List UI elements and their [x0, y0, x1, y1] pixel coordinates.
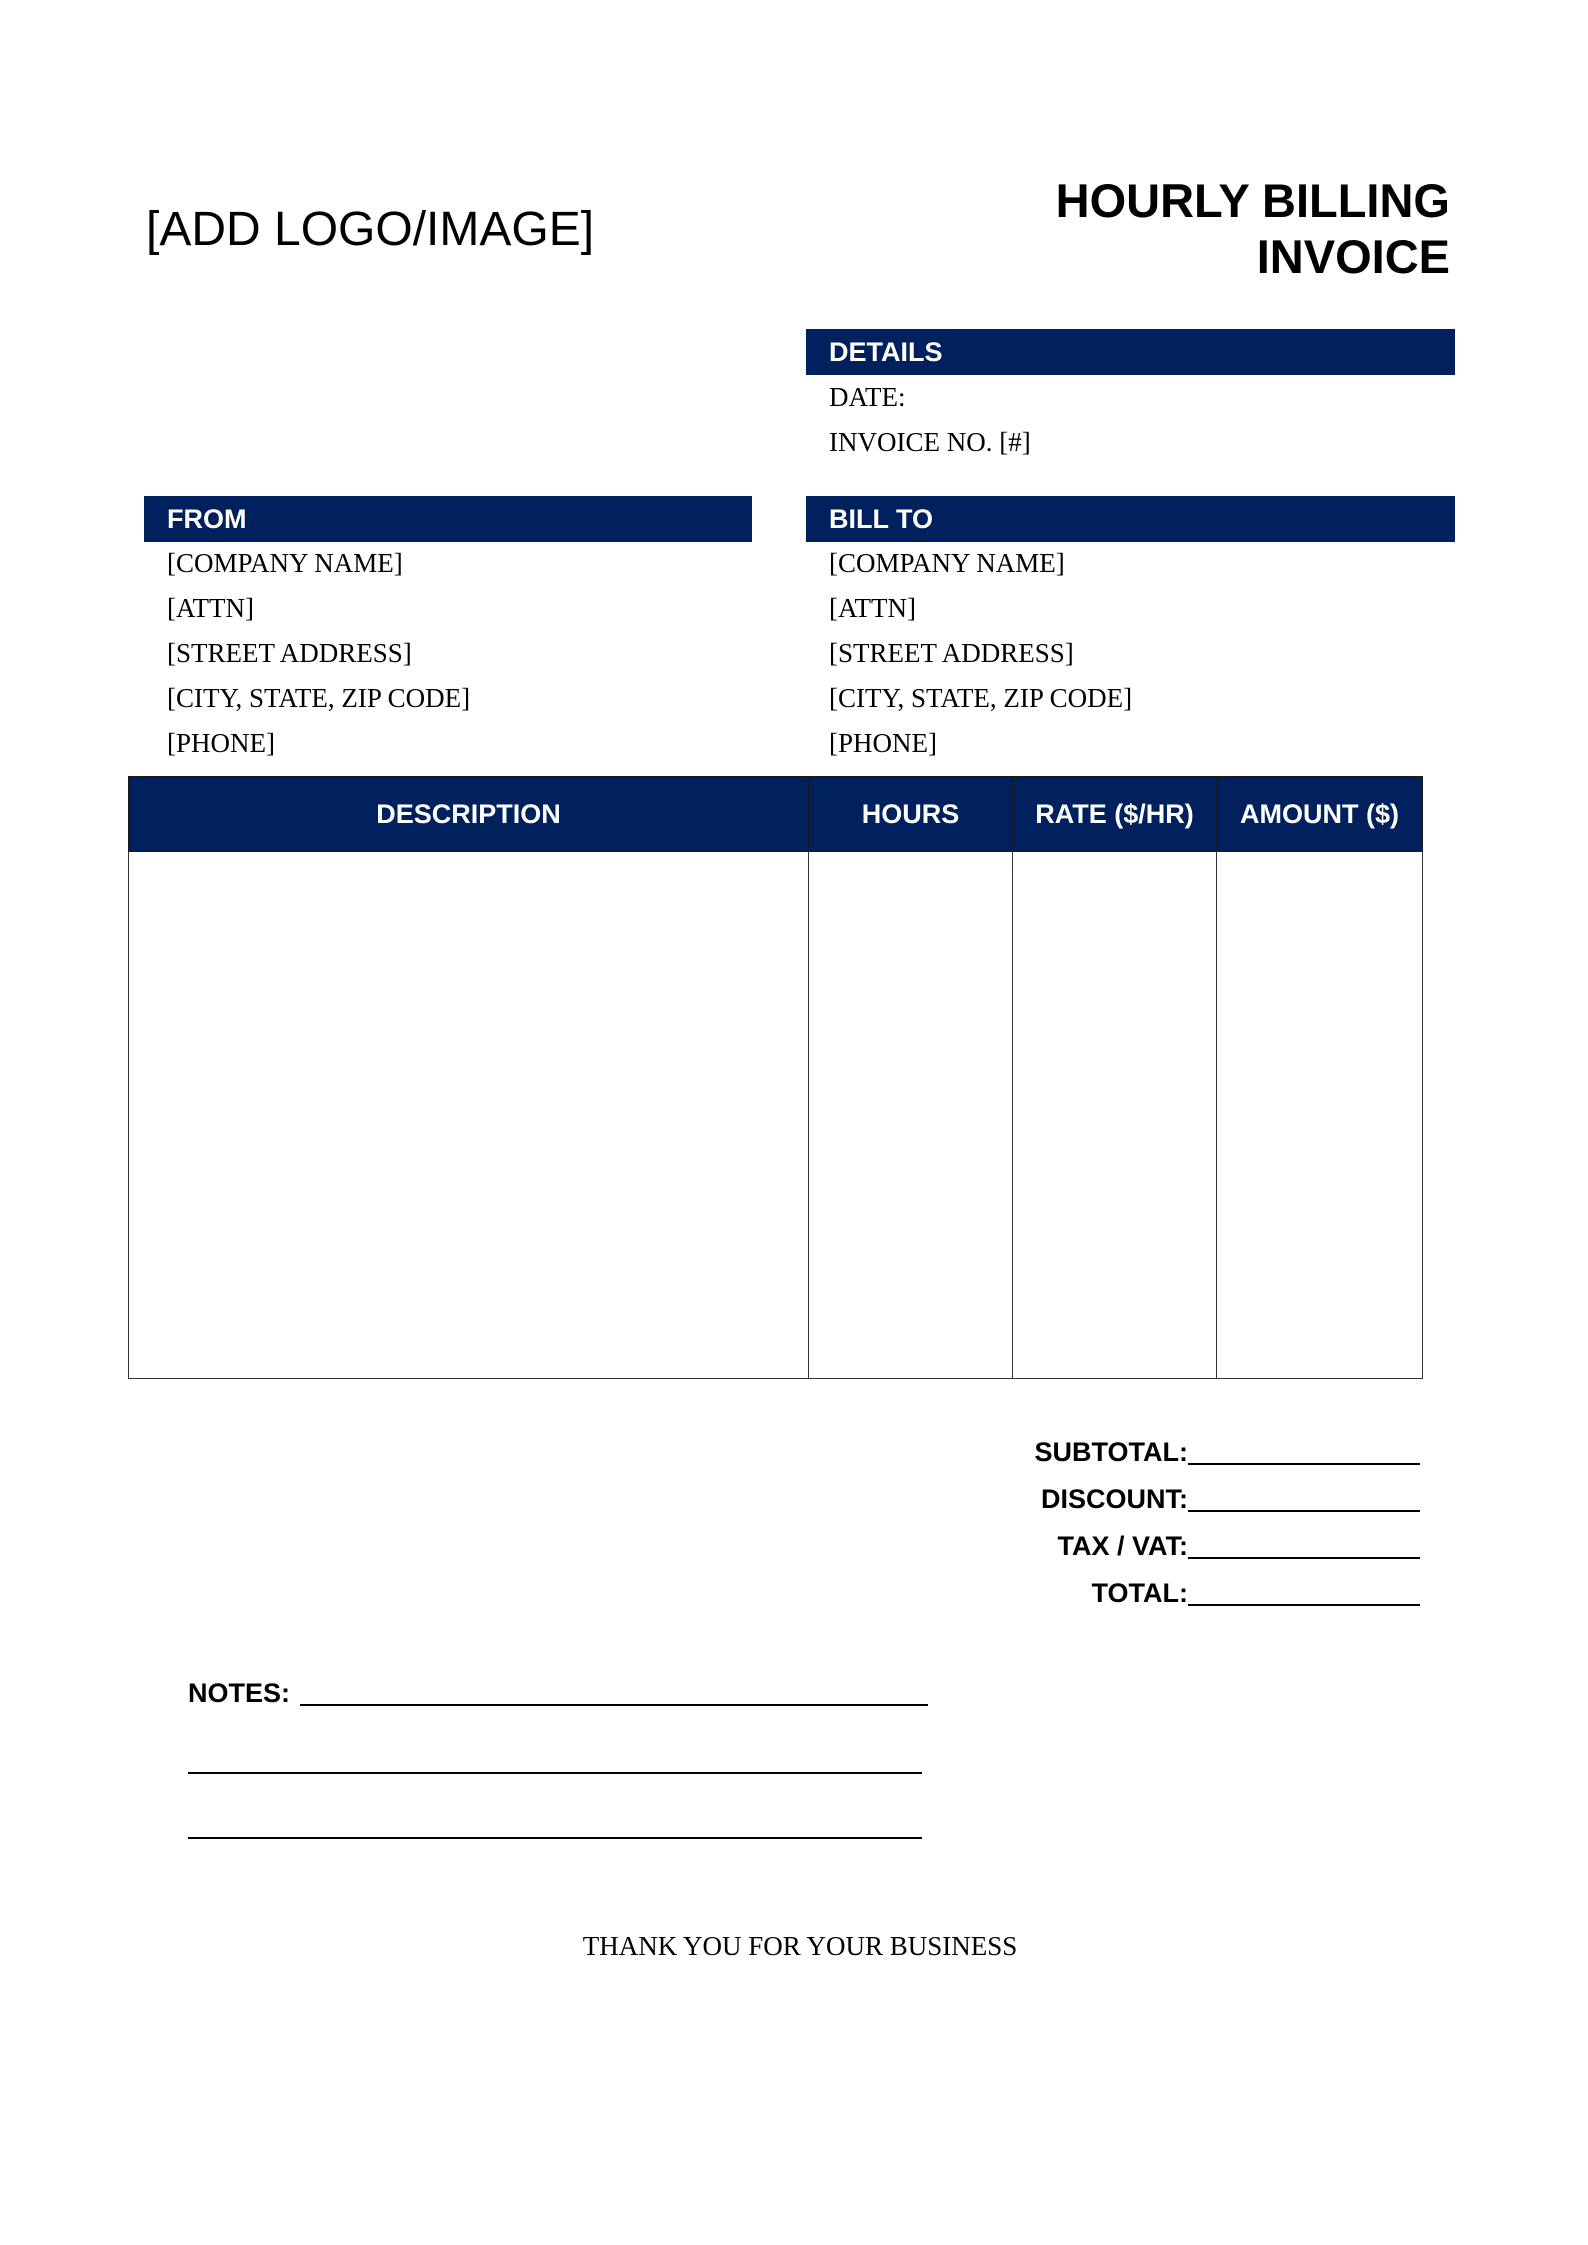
- notes-line-1[interactable]: [300, 1674, 928, 1706]
- tax-label: TAX / VAT:: [1057, 1531, 1188, 1561]
- from-company-field[interactable]: [COMPANY NAME]: [167, 548, 403, 578]
- hours-cell[interactable]: [809, 852, 1013, 1379]
- bill-to-attn-field[interactable]: [ATTN]: [829, 593, 916, 623]
- discount-field[interactable]: [1188, 1480, 1420, 1512]
- date-field[interactable]: DATE:: [829, 382, 906, 412]
- notes-line-3[interactable]: [188, 1835, 922, 1839]
- description-cell[interactable]: [129, 852, 809, 1379]
- discount-row: [980, 1469, 1420, 1516]
- details-section: [806, 375, 1455, 465]
- from-attn-field[interactable]: [ATTN]: [167, 593, 254, 623]
- from-heading: FROM: [144, 496, 752, 542]
- thank-you-message: THANK YOU FOR YOUR BUSINESS: [582, 1931, 1018, 1961]
- from-phone-field[interactable]: [PHONE]: [167, 728, 275, 758]
- subtotal-row: [980, 1422, 1420, 1469]
- tax-field[interactable]: [1188, 1527, 1420, 1559]
- column-header-hours: HOURS: [809, 777, 1013, 852]
- table-row: [129, 852, 1423, 1379]
- invoice-title-line2: INVOICE: [1256, 230, 1450, 283]
- from-section: [144, 541, 752, 766]
- subtotal-field[interactable]: [1188, 1433, 1420, 1465]
- total-field[interactable]: [1188, 1574, 1420, 1606]
- invoice-title: [850, 173, 1450, 285]
- amount-cell[interactable]: [1217, 852, 1423, 1379]
- notes-label: NOTES:: [188, 1678, 291, 1708]
- column-header-amount: AMOUNT ($): [1217, 777, 1423, 852]
- tax-row: [980, 1516, 1420, 1563]
- invoice-title-line1: HOURLY BILLING: [1055, 174, 1450, 227]
- discount-label: DISCOUNT:: [1041, 1484, 1188, 1514]
- bill-to-heading: BILL TO: [806, 496, 1455, 542]
- details-heading: DETAILS: [806, 329, 1455, 375]
- from-street-field[interactable]: [STREET ADDRESS]: [167, 638, 412, 668]
- invoice-number-field[interactable]: INVOICE NO. [#]: [829, 427, 1031, 457]
- column-header-rate: RATE ($/HR): [1013, 777, 1217, 852]
- logo-placeholder: [ADD LOGO/IMAGE]: [146, 203, 595, 256]
- notes-row-1: [188, 1670, 928, 1710]
- notes-line-2[interactable]: [188, 1770, 922, 1774]
- bill-to-company-field[interactable]: [COMPANY NAME]: [829, 548, 1065, 578]
- total-label: TOTAL:: [1091, 1578, 1188, 1608]
- items-table-header: [129, 777, 1423, 852]
- column-header-description: DESCRIPTION: [129, 777, 809, 852]
- bill-to-phone-field[interactable]: [PHONE]: [829, 728, 937, 758]
- totals-section: [980, 1422, 1420, 1610]
- from-city-state-zip-field[interactable]: [CITY, STATE, ZIP CODE]: [167, 683, 471, 713]
- rate-cell[interactable]: [1013, 852, 1217, 1379]
- bill-to-city-state-zip-field[interactable]: [CITY, STATE, ZIP CODE]: [829, 683, 1133, 713]
- subtotal-label: SUBTOTAL:: [1034, 1437, 1188, 1467]
- bill-to-section: [806, 541, 1455, 766]
- bill-to-street-field[interactable]: [STREET ADDRESS]: [829, 638, 1074, 668]
- total-row: [980, 1563, 1420, 1610]
- notes-section: [188, 1670, 928, 1839]
- items-table: [128, 776, 1423, 1379]
